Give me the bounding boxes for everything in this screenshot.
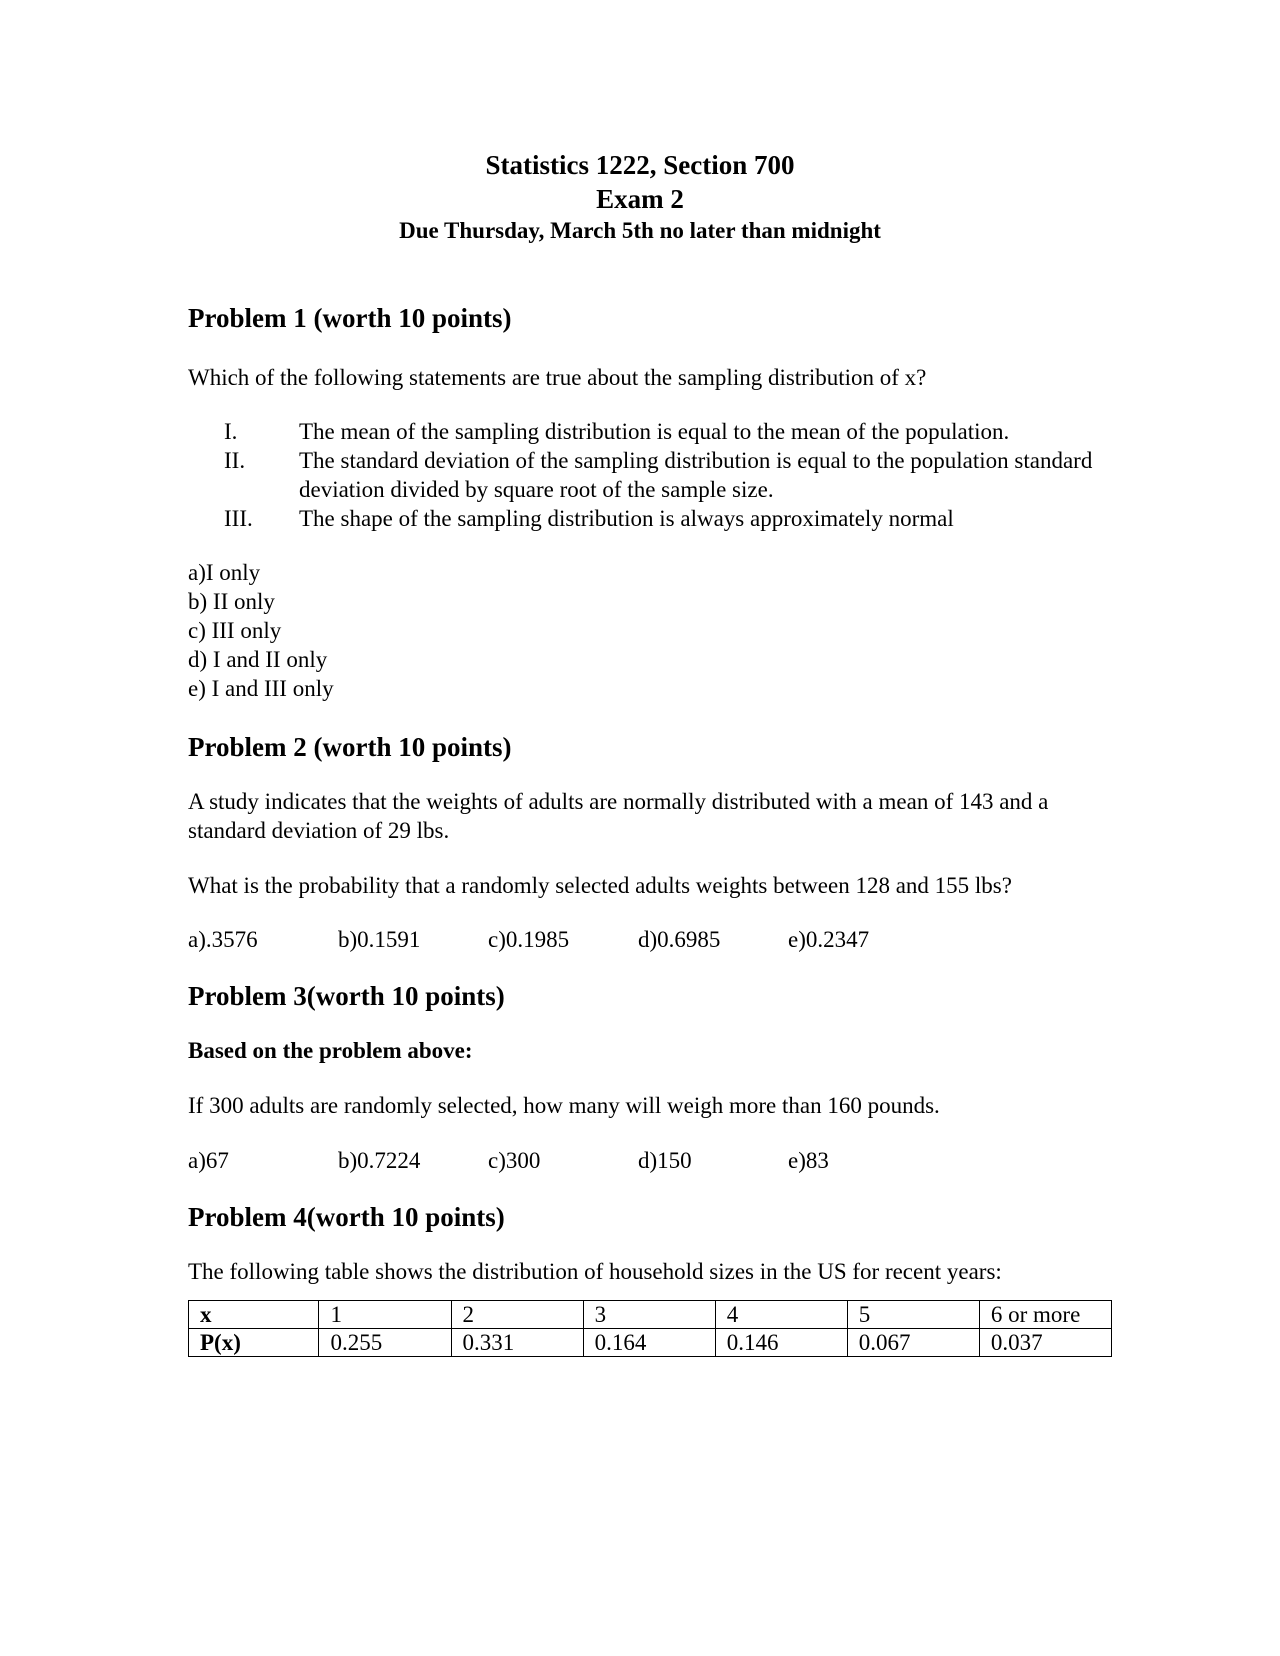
table-row xyxy=(189,1301,1112,1329)
choice-item: d) I and II only xyxy=(188,647,328,672)
choice-item: b)0.7224 xyxy=(338,1148,421,1173)
table-header-cell: P(x) xyxy=(189,1329,319,1357)
table-cell: 2 xyxy=(451,1301,583,1329)
table-cell: 5 xyxy=(847,1301,979,1329)
choice-item: d)0.6985 xyxy=(638,927,721,952)
statement-number: I. xyxy=(224,419,238,444)
exam-page xyxy=(188,148,1118,1357)
table-cell: 0.037 xyxy=(979,1329,1111,1357)
table-cell: 3 xyxy=(583,1301,715,1329)
problem-1-heading: Problem 1 (worth 10 points) xyxy=(188,303,512,333)
choice-item: a)67 xyxy=(188,1148,229,1173)
table-cell: 6 or more xyxy=(979,1301,1111,1329)
table-header-cell: x xyxy=(189,1301,319,1329)
exam-title: Exam 2 xyxy=(596,184,684,214)
problem-2-heading: Problem 2 (worth 10 points) xyxy=(188,732,512,762)
choice-item: e) I and III only xyxy=(188,676,334,701)
distribution-table xyxy=(188,1300,1112,1357)
statement-item xyxy=(224,446,1118,504)
choice-item: c) III only xyxy=(188,618,282,643)
problem-3-question: If 300 adults are randomly selected, how many will weigh more than 160 pounds. xyxy=(188,1093,940,1118)
due-date: Due Thursday, March 5th no later than midnight xyxy=(399,218,881,243)
choice-item: a)I only xyxy=(188,560,261,585)
statement-text: The standard deviation of the sampling distribution is equal to the population standard deviation divided by square root of the sample size. xyxy=(299,448,1093,502)
statement-item xyxy=(224,417,1118,446)
statement-text: The mean of the sampling distribution is equal to the mean of the population. xyxy=(299,419,1010,444)
problem-2-question: What is the probability that a randomly selected adults weights between 128 and 155 lbs? xyxy=(188,873,1012,898)
table-row xyxy=(189,1329,1112,1357)
choice-item: a).3576 xyxy=(188,927,258,952)
choice-item: b)0.1591 xyxy=(338,927,421,952)
problem-3-subheading: Based on the problem above: xyxy=(188,1038,473,1063)
statement-number: III. xyxy=(224,506,253,531)
course-title: Statistics 1222, Section 700 xyxy=(485,150,795,180)
problem-1-choices xyxy=(188,558,1118,703)
problem-4-heading: Problem 4(worth 10 points) xyxy=(188,1202,505,1232)
statement-text: The shape of the sampling distribution is always approximately normal xyxy=(299,506,954,531)
problem-3-choices xyxy=(188,1146,1118,1175)
table-cell: 0.255 xyxy=(319,1329,451,1357)
exam-header xyxy=(0,148,1280,246)
problem-2-text: A study indicates that the weights of adults are normally distributed with a mean of 143 and a standard deviation of 29 lbs. xyxy=(188,789,1049,843)
problem-1-statements xyxy=(224,417,1118,533)
choice-item: d)150 xyxy=(638,1148,692,1173)
choice-item: e)83 xyxy=(788,1148,829,1173)
choice-item: e)0.2347 xyxy=(788,927,870,952)
problem-4-text: The following table shows the distribution of household sizes in the US for recent years: xyxy=(188,1259,1002,1284)
choice-item: b) II only xyxy=(188,589,275,614)
choice-item: c)300 xyxy=(488,1148,541,1173)
statement-number: II. xyxy=(224,448,246,473)
problem-3-heading: Problem 3(worth 10 points) xyxy=(188,981,505,1011)
table-cell: 0.331 xyxy=(451,1329,583,1357)
problem-2-choices xyxy=(188,925,1118,954)
table-cell: 1 xyxy=(319,1301,451,1329)
statement-item xyxy=(224,504,1118,533)
problem-1-question: Which of the following statements are true about the sampling distribution of x? xyxy=(188,365,927,390)
table-cell: 0.164 xyxy=(583,1329,715,1357)
table-cell: 0.146 xyxy=(715,1329,847,1357)
table-cell: 0.067 xyxy=(847,1329,979,1357)
table-cell: 4 xyxy=(715,1301,847,1329)
choice-item: c)0.1985 xyxy=(488,927,570,952)
